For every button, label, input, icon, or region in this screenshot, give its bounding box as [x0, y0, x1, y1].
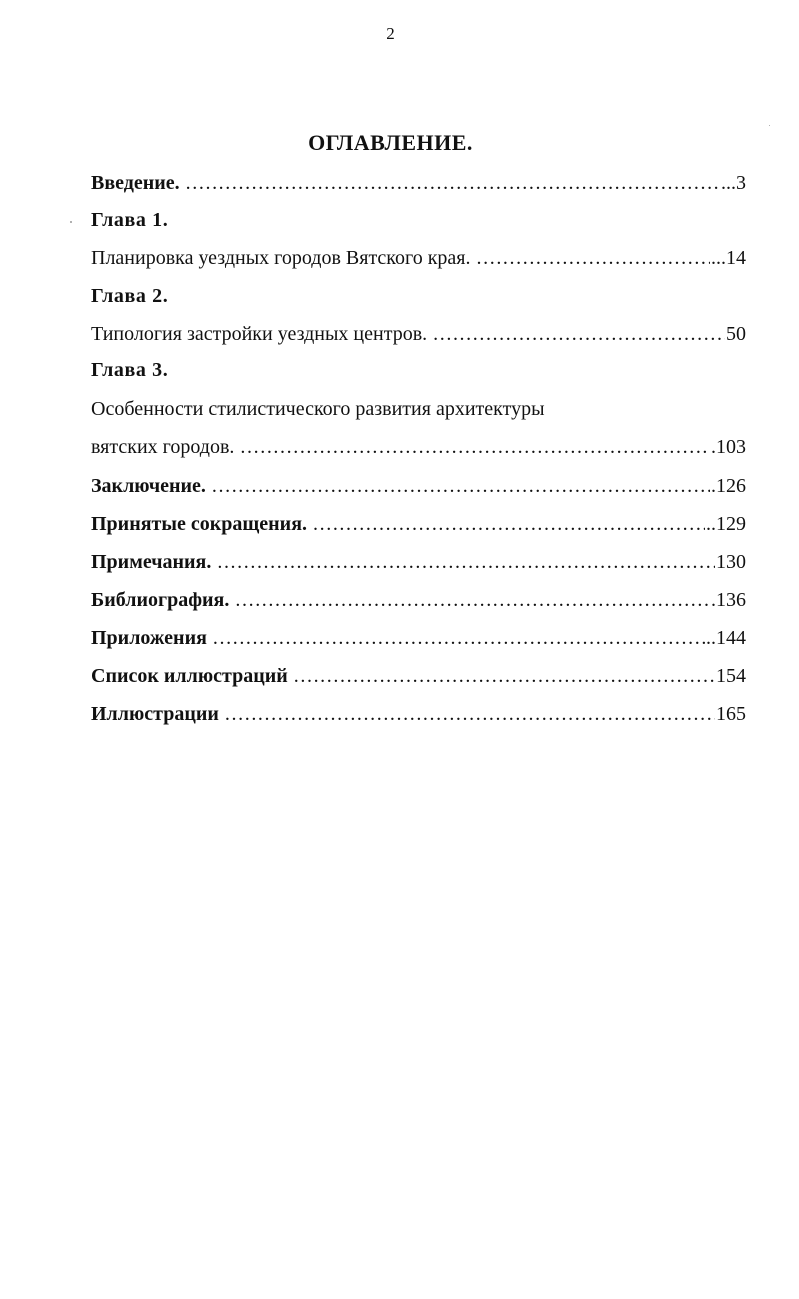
toc-entry-label: Иллюстрации [91, 703, 219, 725]
dot-leader [294, 663, 715, 689]
toc-entry-page: .126 [711, 475, 746, 497]
toc-entry-label: Планировка уездных городов Вятского края. [91, 247, 471, 269]
toc-entry-page: 50 [726, 323, 746, 345]
dot-leader [240, 434, 710, 460]
toc-entry-illustrations [91, 701, 746, 727]
toc-entry-page: ...14 [711, 247, 746, 269]
toc-entry-label: Типология застройки уездных центров. [91, 323, 428, 345]
toc-entry-page: 130 [716, 551, 746, 573]
toc-entry-page: 154 [716, 665, 746, 687]
toc-entry-illustration-list [91, 663, 746, 689]
chapter-3-title-line: Особенности стилистического развития архитектуры [91, 398, 545, 420]
toc-entry-page: ..144 [706, 627, 746, 649]
toc-entry-label: Список иллюстраций [91, 665, 288, 687]
dot-leader [186, 170, 720, 196]
toc-entry-appendices [91, 625, 746, 651]
toc-entry-label: Заключение. [91, 475, 206, 497]
dot-leader [235, 587, 710, 613]
toc-entry-chapter-2 [91, 321, 746, 347]
toc-entry-chapter-1 [91, 245, 746, 271]
toc-entry-page: 165 [716, 703, 746, 725]
toc-entry-label: Библиография. [91, 589, 230, 611]
toc-entry-label: Принятые сокращения. [91, 513, 308, 535]
chapter-3-heading: Глава 3. [91, 359, 169, 381]
dot-leader [433, 321, 725, 347]
toc-entry-notes [91, 549, 746, 575]
scan-speck [769, 125, 770, 126]
dot-leader [212, 473, 710, 499]
toc-entry-page: .136 [711, 589, 746, 611]
chapter-1-heading: Глава 1. [91, 209, 169, 231]
dot-leader [213, 625, 705, 651]
dot-leader [313, 511, 705, 537]
toc-entry-label: Введение. [91, 172, 180, 194]
dot-leader [225, 701, 715, 727]
chapter-2-heading: Глава 2. [91, 285, 169, 307]
toc-entry-abbreviations [91, 511, 746, 537]
toc-entry-page: ..129 [706, 513, 746, 535]
toc-entry-label: вятских городов. [91, 436, 235, 458]
page-number: 2 [386, 24, 395, 43]
toc-entry-label: Приложения [91, 627, 207, 649]
toc-entry-page: .103 [711, 436, 746, 458]
toc-entry-chapter-3 [91, 434, 746, 460]
toc-entry-conclusion [91, 473, 746, 499]
dot-leader [477, 245, 710, 271]
dot-leader [217, 549, 715, 575]
toc-entry-introduction [91, 170, 746, 196]
toc-entry-bibliography [91, 587, 746, 613]
toc-entry-page: ...3 [721, 172, 746, 194]
page-title: ОГЛАВЛЕНИЕ. [308, 130, 473, 155]
scan-speck [70, 221, 72, 223]
toc-entry-label: Примечания. [91, 551, 212, 573]
